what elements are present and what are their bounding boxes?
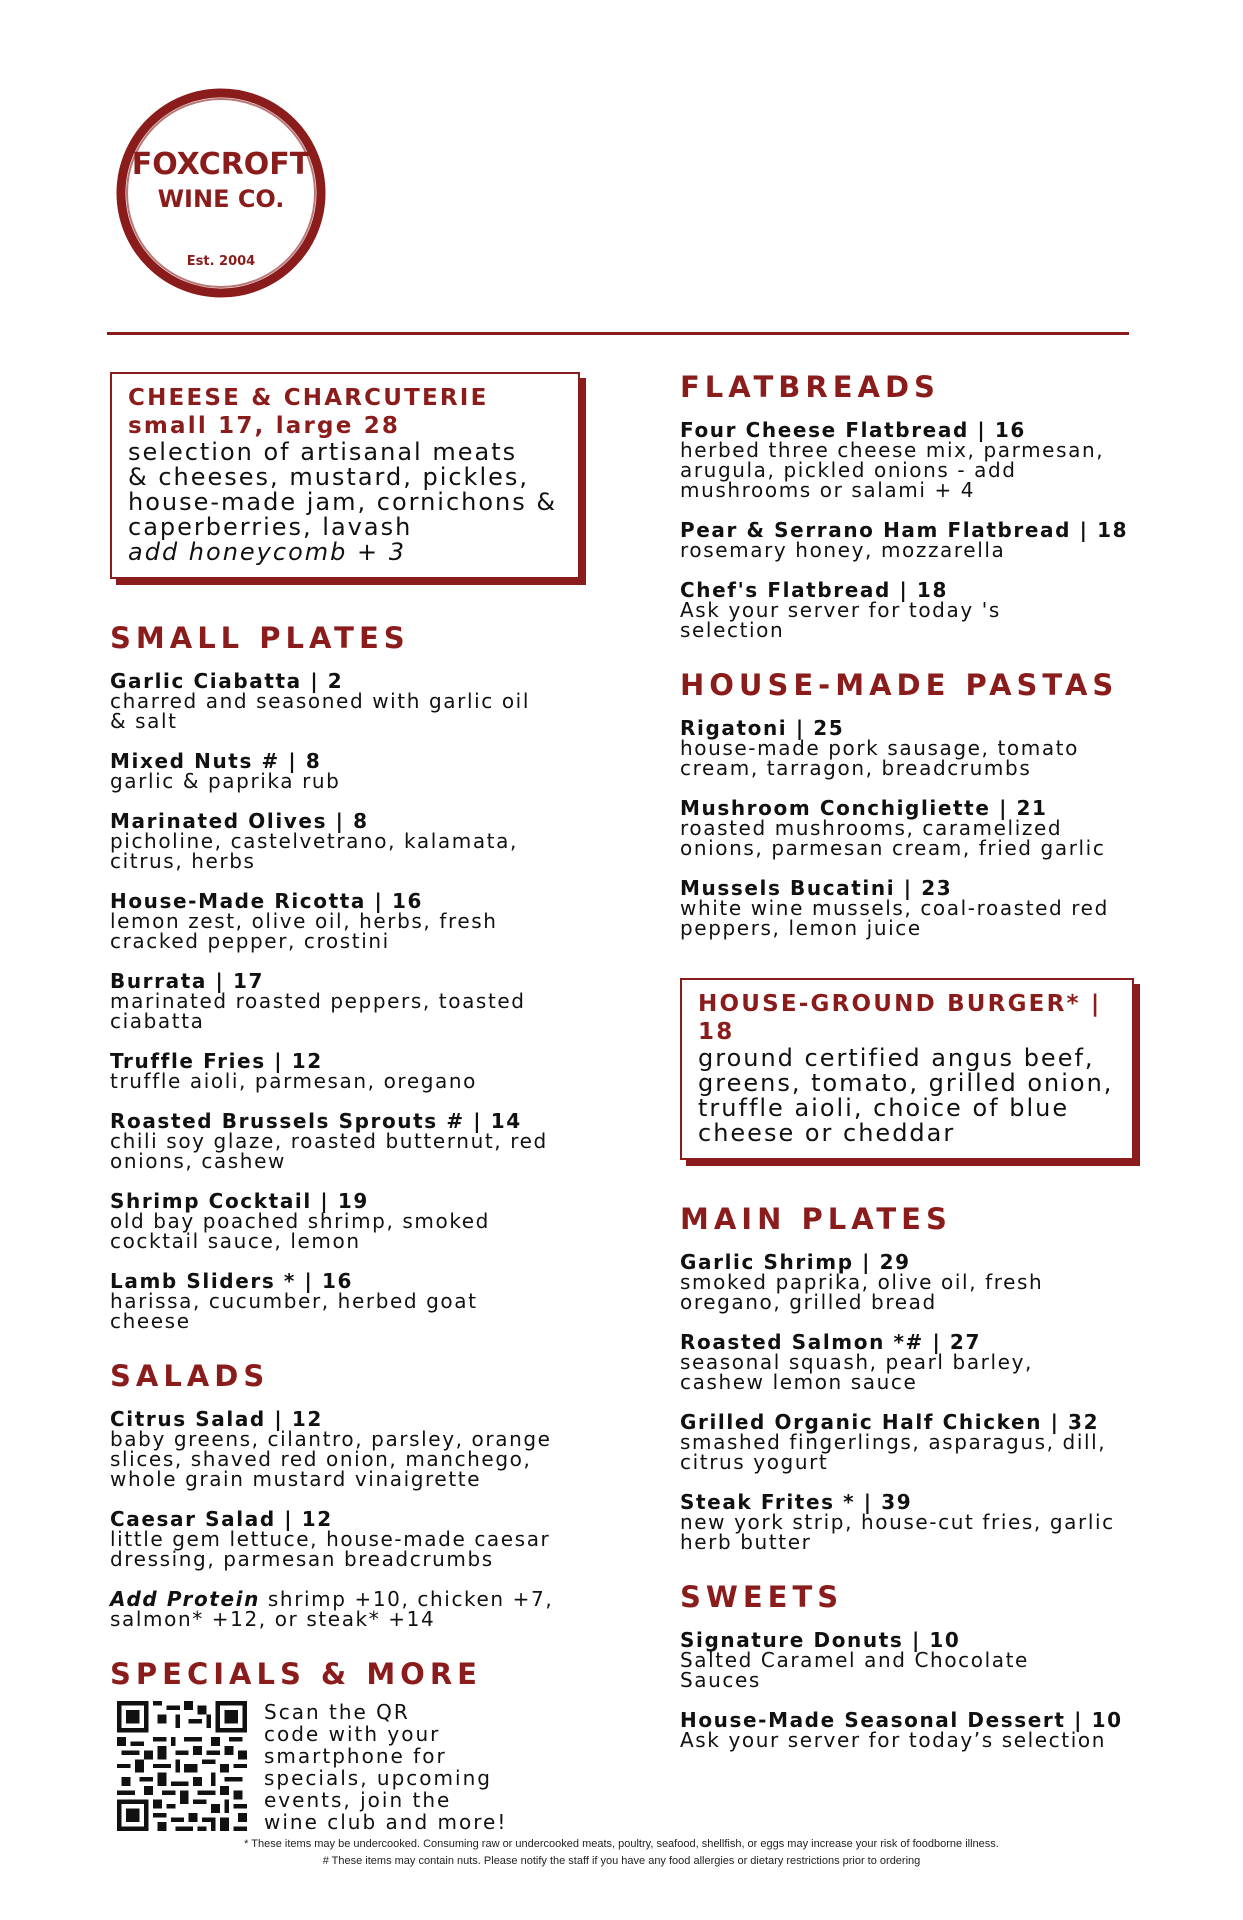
item-name: Garlic Ciabatta | 2 <box>110 668 344 693</box>
item-desc: dressing, parmesan breadcrumbs <box>110 1546 494 1571</box>
flatbreads-title: FLATBREADS <box>680 370 940 404</box>
item-desc: arugula, pickled onions - add <box>680 457 1017 482</box>
item-desc: cracked pepper, crostini <box>110 928 390 953</box>
item-name: Caesar Salad | 12 <box>110 1506 333 1531</box>
pastas-title: HOUSE-MADE PASTAS <box>680 667 1119 702</box>
item-desc: truffle aioli, parmesan, oregano <box>110 1068 477 1093</box>
item-name: Chef's Flatbread | 18 <box>680 577 948 602</box>
item-desc: citrus yogurt <box>680 1449 829 1474</box>
item-desc: onions, cashew <box>110 1148 286 1173</box>
item-desc: ciabatta <box>110 1008 205 1033</box>
menu-item <box>110 968 580 1033</box>
salads-list <box>110 1406 580 1631</box>
item-name: Signature Donuts | 10 <box>680 1627 961 1652</box>
add-protein-line1: shrimp +10, chicken +7, <box>259 1586 554 1611</box>
item-desc: herbed three cheese mix, parmesan, <box>680 437 1105 462</box>
sweets-list <box>680 1627 1150 1752</box>
footer-disclaimer <box>0 1836 1243 1870</box>
burger-box <box>680 978 1134 1160</box>
item-desc: oregano, grilled bread <box>680 1289 937 1314</box>
menu-item <box>680 417 1150 502</box>
header-rule <box>107 332 1129 335</box>
menu-item <box>110 1188 580 1253</box>
item-desc: white wine mussels, coal-roasted red <box>680 895 1109 920</box>
item-desc: old bay poached shrimp, smoked <box>110 1208 490 1233</box>
item-desc: herb butter <box>680 1529 812 1554</box>
item-desc: marinated roasted peppers, toasted <box>110 988 526 1013</box>
item-desc: & salt <box>110 708 178 733</box>
small-plates-title: SMALL PLATES <box>110 621 410 655</box>
main-plates-title: MAIN PLATES <box>680 1201 952 1236</box>
menu-item <box>680 875 1150 940</box>
item-desc: selection <box>680 617 785 642</box>
menu-item <box>680 1627 1150 1692</box>
menu-item <box>110 1108 580 1173</box>
menu-item <box>680 577 1150 642</box>
item-name: Marinated Olives | 8 <box>110 808 369 833</box>
cheese-box-line: selection of artisanal meats <box>128 438 518 466</box>
item-name: Truffle Fries | 12 <box>110 1048 323 1073</box>
burger-box-title: HOUSE-GROUND BURGER* | 18 <box>698 990 1102 1045</box>
specials-title: SPECIALS & MORE <box>110 1656 482 1691</box>
item-desc: harissa, cucumber, herbed goat <box>110 1288 478 1313</box>
menu-item <box>110 668 580 733</box>
item-desc: citrus, herbs <box>110 848 256 873</box>
add-protein <box>110 1586 580 1631</box>
item-desc: Ask your server for today’s selection <box>680 1727 1106 1752</box>
item-name: Mixed Nuts # | 8 <box>110 748 322 773</box>
item-name: Mussels Bucatini | 23 <box>680 875 953 900</box>
item-desc: peppers, lemon juice <box>680 915 922 940</box>
item-name: Roasted Salmon *# | 27 <box>680 1329 981 1354</box>
specials-line: wine club and more! <box>264 1809 508 1834</box>
item-desc: chili soy glaze, roasted butternut, red <box>110 1128 548 1153</box>
item-desc: picholine, castelvetrano, kalamata, <box>110 828 518 853</box>
item-desc: Ask your server for today 's <box>680 597 1001 622</box>
item-desc: seasonal squash, pearl barley, <box>680 1349 1033 1374</box>
burger-box-line: greens, tomato, grilled onion, <box>698 1068 1114 1097</box>
logo-name-line1: FOXCROFT <box>131 147 311 182</box>
menu-item <box>110 808 580 873</box>
foxcroft-logo <box>110 82 332 304</box>
flatbreads-list <box>680 417 1150 642</box>
item-desc: house-made pork sausage, tomato <box>680 735 1079 760</box>
menu-item <box>110 748 580 793</box>
item-name: Rigatoni | 25 <box>680 715 845 740</box>
cheese-box-line: caperberries, lavash <box>128 513 413 541</box>
specials-line: specials, upcoming <box>264 1765 492 1790</box>
menu-item <box>110 1406 580 1491</box>
cheese-box-addon: add honeycomb + 3 <box>128 538 407 566</box>
menu-item <box>680 1707 1150 1752</box>
item-desc: Salted Caramel and Chocolate <box>680 1647 1029 1672</box>
item-desc: rosemary honey, mozzarella <box>680 537 1006 562</box>
item-desc: lemon zest, olive oil, herbs, fresh <box>110 908 498 933</box>
menu-item <box>680 517 1150 562</box>
logo-name-line2: WINE CO. <box>157 185 285 213</box>
item-name: Steak Frites * | 39 <box>680 1489 913 1514</box>
specials-line: code with your <box>264 1721 441 1746</box>
item-desc: cocktail sauce, lemon <box>110 1228 361 1253</box>
right-column <box>680 372 1150 1770</box>
menu-item <box>680 1489 1150 1554</box>
main-plates-list <box>680 1249 1150 1554</box>
add-protein-line2: salmon* +12, or steak* +14 <box>110 1606 436 1631</box>
cheese-box-title: CHEESE & CHARCUTERIE <box>128 385 489 411</box>
pastas-list <box>680 715 1150 940</box>
footer-line-nuts: # These items may contain nuts. Please notify the staff if you have any food allergies or dietary restrictions prior to ordering <box>322 1855 921 1867</box>
item-name: Citrus Salad | 12 <box>110 1406 323 1431</box>
specials-block <box>110 1701 580 1833</box>
item-desc: garlic & paprika rub <box>110 768 341 793</box>
item-desc: Sauces <box>680 1667 761 1692</box>
specials-text <box>264 1701 507 1833</box>
item-desc: cheese <box>110 1308 191 1333</box>
item-name: Garlic Shrimp | 29 <box>680 1249 911 1274</box>
specials-line: smartphone for <box>264 1743 447 1768</box>
left-column <box>110 372 580 1833</box>
item-name: House-Made Seasonal Dessert | 10 <box>680 1707 1123 1732</box>
menu-item <box>110 1048 580 1093</box>
add-protein-label: Add Protein <box>110 1586 260 1611</box>
menu-item <box>680 1329 1150 1394</box>
footer-line-undercooked: * These items may be undercooked. Consuming raw or undercooked meats, poultry, seafood, shellfish, or eggs may increase your risk of foodborne illness. <box>244 1838 999 1850</box>
menu-item <box>680 715 1150 780</box>
burger-box-line: cheese or cheddar <box>698 1118 956 1147</box>
item-desc: roasted mushrooms, caramelized <box>680 815 1063 840</box>
item-name: Pear & Serrano Ham Flatbread | 18 <box>680 517 1129 542</box>
menu-item <box>680 1409 1150 1474</box>
cheese-box-price: small 17, large 28 <box>128 413 401 439</box>
menu-item <box>110 888 580 953</box>
menu-item <box>110 1506 580 1571</box>
cheese-charcuterie-box <box>110 372 580 579</box>
cheese-box-line: & cheeses, mustard, pickles, <box>128 463 530 491</box>
small-plates-list <box>110 668 580 1333</box>
item-name: House-Made Ricotta | 16 <box>110 888 424 913</box>
item-desc: smashed fingerlings, asparagus, dill, <box>680 1429 1107 1454</box>
item-desc: cream, tarragon, breadcrumbs <box>680 755 1032 780</box>
menu-item <box>680 795 1150 860</box>
item-desc: baby greens, cilantro, parsley, orange <box>110 1426 552 1451</box>
specials-line: Scan the QR <box>264 1699 410 1724</box>
item-name: Mushroom Conchigliette | 21 <box>680 795 1048 820</box>
item-desc: charred and seasoned with garlic oil <box>110 688 530 713</box>
item-desc: whole grain mustard vinaigrette <box>110 1466 482 1491</box>
item-desc: onions, parmesan cream, fried garlic <box>680 835 1106 860</box>
item-desc: cashew lemon sauce <box>680 1369 918 1394</box>
item-name: Shrimp Cocktail | 19 <box>110 1188 369 1213</box>
burger-box-line: ground certified angus beef, <box>698 1043 1095 1072</box>
cheese-box-line: house-made jam, cornichons & <box>128 488 558 516</box>
item-desc: new york strip, house-cut fries, garlic <box>680 1509 1115 1534</box>
item-name: Grilled Organic Half Chicken | 32 <box>680 1409 1100 1434</box>
item-name: Roasted Brussels Sprouts # | 14 <box>110 1108 522 1133</box>
burger-box-line: truffle aioli, choice of blue <box>698 1093 1070 1122</box>
item-name: Four Cheese Flatbread | 16 <box>680 417 1026 442</box>
item-desc: slices, shaved red onion, manchego, <box>110 1446 532 1471</box>
item-name: Lamb Sliders * | 16 <box>110 1268 354 1293</box>
logo-est: Est. 2004 <box>186 254 256 269</box>
qr-code-icon[interactable] <box>110 1701 254 1831</box>
item-desc: smoked paprika, olive oil, fresh <box>680 1269 1044 1294</box>
item-desc: mushrooms or salami + 4 <box>680 477 976 502</box>
salads-title: SALADS <box>110 1358 270 1393</box>
menu-item <box>110 1268 580 1333</box>
menu-item <box>680 1249 1150 1314</box>
sweets-title: SWEETS <box>680 1579 844 1614</box>
item-name: Burrata | 17 <box>110 968 265 993</box>
specials-line: events, join the <box>264 1787 452 1812</box>
item-desc: little gem lettuce, house-made caesar <box>110 1526 551 1551</box>
